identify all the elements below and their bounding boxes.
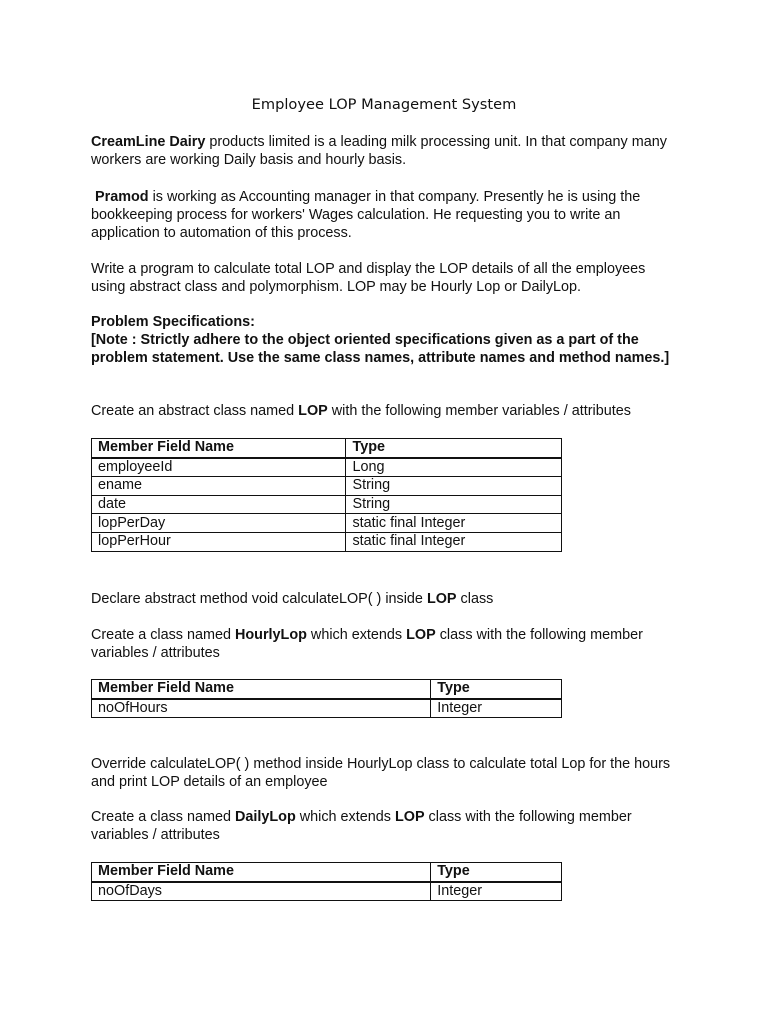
field-name-cell: date [92, 495, 346, 514]
parent-class-name: LOP [394, 809, 425, 825]
table-header-row [92, 863, 562, 882]
daily-class-name: DailyLop [234, 809, 296, 825]
field-type-cell: static final Integer [346, 514, 562, 533]
field-type-cell: Integer [431, 699, 562, 718]
hourly-attributes-table [91, 679, 562, 718]
intro-text: products limited is a leading milk processing unit. In that company many workers are working Daily basis and hourly basis. [91, 134, 667, 169]
field-name-cell: lopPerHour [92, 532, 346, 551]
lop-attributes-table [91, 438, 562, 552]
field-type-cell: String [346, 495, 562, 514]
table-header-row [92, 680, 562, 699]
hourly-override-paragraph: Override calculateLOP( ) method inside HourlyLop class to calculate total Lop for the hours and print LOP details of an employee [91, 756, 671, 791]
parent-class-name: LOP [406, 627, 436, 643]
column-header: Type [431, 680, 562, 699]
lop-class-name: LOP [298, 403, 328, 419]
table-row [92, 514, 562, 533]
field-type-cell: String [346, 477, 562, 496]
table-row [92, 458, 562, 477]
specs-note: [Note : Strictly adhere to the object oriented specifications given as a part of the problem statement. Use the same class names, attribute names and method names.] [91, 332, 670, 367]
field-type-cell: Integer [431, 882, 562, 901]
manager-paragraph [91, 188, 681, 243]
intro-paragraph [91, 133, 681, 169]
table-row [92, 699, 562, 718]
company-name: CreamLine Dairy [91, 134, 206, 150]
daily-class-intro: Create a class named DailyLop which extends LOP class with the following member variables / attributes [91, 809, 632, 844]
column-header: Member Field Name [92, 680, 431, 699]
table-row [92, 477, 562, 496]
column-header: Type [346, 439, 562, 458]
page-title: Employee LOP Management System [251, 96, 517, 113]
column-header: Member Field Name [92, 439, 346, 458]
table-header-row [92, 439, 562, 458]
field-name-cell: employeeId [92, 458, 346, 477]
hourly-class-intro: Create a class named HourlyLop which extends LOP class with the following member variables / attributes [91, 627, 643, 662]
manager-text: is working as Accounting manager in that company. Presently he is using the bookkeeping process for workers' Wages calculation. He requesting you to write an application to automation of this process. [91, 189, 641, 242]
field-name-cell: noOfDays [92, 882, 431, 901]
abstract-method-paragraph: Declare abstract method void calculateLOP( ) inside LOP class [91, 591, 494, 607]
field-type-cell: static final Integer [346, 532, 562, 551]
specs-heading: Problem Specifications: [91, 314, 255, 330]
column-header: Member Field Name [92, 863, 431, 882]
hourly-class-name: HourlyLop [234, 627, 307, 643]
lop-class-name: LOP [426, 591, 457, 607]
daily-attributes-table [91, 862, 562, 901]
table-row [92, 495, 562, 514]
field-name-cell: lopPerDay [92, 514, 346, 533]
field-name-cell: ename [92, 477, 346, 496]
manager-name: Pramod [95, 189, 149, 205]
lop-class-intro: Create an abstract class named LOP with the following member variables / attributes [91, 403, 631, 419]
task-paragraph: Write a program to calculate total LOP and display the LOP details of all the employees using abstract class and polymorphism. LOP may be Hourly Lop or DailyLop. [91, 261, 646, 296]
column-header: Type [431, 863, 562, 882]
field-name-cell: noOfHours [92, 699, 431, 718]
table-row [92, 532, 562, 551]
field-type-cell: Long [346, 458, 562, 477]
table-row [92, 882, 562, 901]
